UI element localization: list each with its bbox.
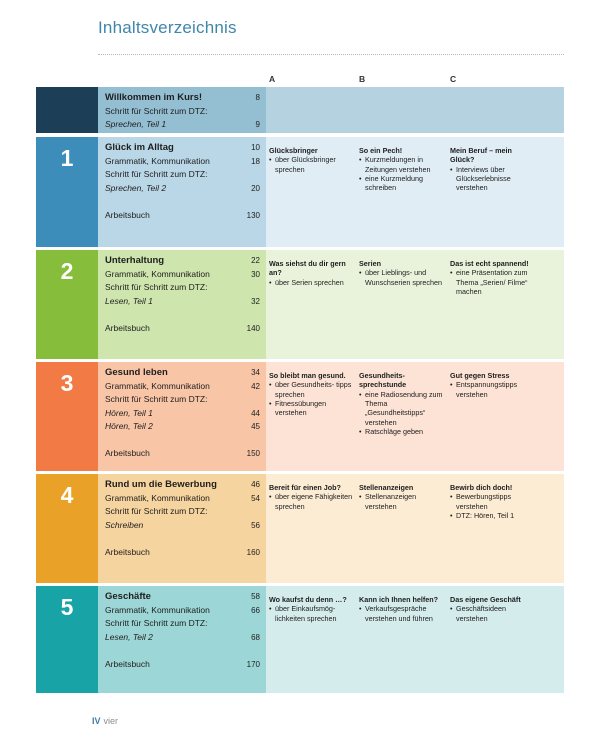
page-ref: 150 <box>246 449 260 458</box>
topic-list <box>359 268 443 287</box>
lesson-title: Rund um die Bewerbung <box>105 479 217 490</box>
page-ref: 8 <box>255 93 260 102</box>
lesson-entry: Schritt für Schritt zum DTZ: <box>105 618 208 628</box>
page-ref: 34 <box>251 368 260 377</box>
topic-item: • eine Präsentation zum Thema „Serien/ Filme“ machen <box>450 268 534 296</box>
page-ref: 66 <box>251 605 260 615</box>
lesson-entry: Arbeitsbuch <box>105 448 150 458</box>
page-ref: 42 <box>251 381 260 391</box>
topic-title: Bereit für einen Job? <box>269 483 341 492</box>
lesson-title: Gesund leben <box>105 367 168 378</box>
topic-list <box>450 604 534 623</box>
topic-item: • über Glücksbringer sprechen <box>269 155 353 174</box>
topic-title: Bewirb dich doch! <box>450 483 513 492</box>
topic-list <box>359 390 443 437</box>
topic-item: • Kurzmeldungen in Zeitungen verstehen <box>359 155 443 174</box>
topic-title: Wo kaufst du denn …? <box>269 595 347 604</box>
topic-title: Das ist echt spannend! <box>450 259 529 268</box>
topic-title: Kann ich Ihnen helfen? <box>359 595 439 604</box>
lesson-entry: Hören, Teil 2 <box>105 421 153 431</box>
topic-cell-c <box>450 259 534 296</box>
topic-cell-a <box>269 259 353 287</box>
lesson-entry: Arbeitsbuch <box>105 209 150 220</box>
topic-item: • über Lieblings- und Wunschserien sprechen <box>359 268 443 287</box>
title-divider <box>98 54 564 55</box>
lesson-entry: Arbeitsbuch <box>105 658 150 669</box>
abc-section <box>266 362 564 471</box>
topic-list <box>269 604 353 623</box>
topic-list <box>450 492 534 520</box>
topic-cell-c <box>450 146 534 193</box>
lesson-contents <box>98 362 266 471</box>
lesson-number: 5 <box>36 586 98 693</box>
lesson-entry: Schritt für Schritt zum DTZ: <box>105 282 208 292</box>
topic-cell-a <box>269 371 353 418</box>
column-header-b: B <box>359 74 366 84</box>
topic-title: Serien <box>359 259 381 268</box>
topic-title: Glücksbringer <box>269 146 318 155</box>
lesson-row <box>36 250 564 359</box>
lesson-entry: Sprechen, Teil 1 <box>105 119 167 129</box>
page-ref: 56 <box>251 520 260 530</box>
page-number: IV <box>92 716 101 726</box>
lesson-entry: Grammatik, Kommunikation <box>105 268 210 279</box>
topic-item: • über Serien sprechen <box>269 278 353 287</box>
lesson-contents <box>98 250 266 359</box>
topic-list <box>359 492 443 511</box>
lesson-row <box>36 586 564 693</box>
topic-item: • Entspannungstipps verstehen <box>450 380 534 399</box>
lesson-entry: Lesen, Teil 2 <box>105 631 153 642</box>
page-ref: 20 <box>251 183 260 193</box>
topic-item: • Interviews über Glückserlebnisse verstehen <box>450 165 534 193</box>
lesson-row <box>36 87 564 133</box>
page-ref: 10 <box>251 143 260 152</box>
topic-cell-a <box>269 146 353 174</box>
lesson-entry: Arbeitsbuch <box>105 322 150 333</box>
topic-item: • DTZ: Hören, Teil 1 <box>450 511 534 520</box>
lesson-entry: Schritt für Schritt zum DTZ: <box>105 105 208 116</box>
page-title: Inhaltsverzeichnis <box>98 18 237 37</box>
topic-item: • über Einkaufsmög- lichkeiten sprechen <box>269 604 353 623</box>
page-ref: 44 <box>251 408 260 418</box>
lesson-number: 3 <box>36 362 98 471</box>
topic-item: • eine Radiosendung zum Thema „Gesundheitstipps“ verstehen <box>359 390 443 427</box>
lesson-number: 1 <box>36 137 98 247</box>
lesson-entry: Schritt für Schritt zum DTZ: <box>105 394 208 404</box>
topic-list <box>269 155 353 174</box>
page-ref: 45 <box>251 422 260 431</box>
page-ref: 160 <box>246 547 260 557</box>
lesson-contents <box>98 474 266 583</box>
topic-list <box>359 604 443 623</box>
lesson-contents <box>98 137 266 247</box>
lesson-entry: Grammatik, Kommunikation <box>105 380 210 391</box>
lesson-entry: Grammatik, Kommunikation <box>105 604 210 615</box>
lesson-row <box>36 362 564 471</box>
abc-section <box>266 586 564 693</box>
topic-title: Gut gegen Stress <box>450 371 510 380</box>
topic-cell-b <box>359 595 443 623</box>
lesson-row <box>36 474 564 583</box>
topic-title: Was siehst du dir gern an? <box>269 259 346 278</box>
column-header-c: C <box>450 74 457 84</box>
topic-cell-b <box>359 259 443 287</box>
abc-section <box>266 137 564 247</box>
topic-cell-b <box>359 483 443 511</box>
lesson-entry: Schreiben <box>105 519 144 530</box>
abc-section <box>266 474 564 583</box>
topic-list <box>359 155 443 192</box>
topic-item: • Ratschläge geben <box>359 427 443 436</box>
lesson-number: 4 <box>36 474 98 583</box>
abc-section <box>266 250 564 359</box>
lesson-contents <box>98 87 266 133</box>
topic-cell-a <box>269 483 353 511</box>
topic-item: • Geschäftsideen verstehen <box>450 604 534 623</box>
topic-item: • über Gesundheits- tipps sprechen <box>269 380 353 399</box>
lesson-entry: Hören, Teil 1 <box>105 407 153 418</box>
topic-item: • eine Kurzmeldung schreiben <box>359 174 443 193</box>
page-ref: 32 <box>251 296 260 306</box>
topic-item: • Fitnessübungen verstehen <box>269 399 353 418</box>
lesson-title: Glück im Alltag <box>105 142 174 153</box>
lesson-entry: Lesen, Teil 1 <box>105 295 153 306</box>
page-ref: 18 <box>251 156 260 166</box>
lesson-number: 2 <box>36 250 98 359</box>
page-ref: 46 <box>251 480 260 489</box>
column-header-a: A <box>269 74 276 84</box>
page-ref: 54 <box>251 493 260 503</box>
topic-item: • über eigene Fähigkeiten sprechen <box>269 492 353 511</box>
topic-cell-a <box>269 595 353 623</box>
topic-cell-c <box>450 595 534 623</box>
lesson-entry: Schritt für Schritt zum DTZ: <box>105 169 208 179</box>
topic-list <box>269 492 353 511</box>
lesson-title: Willkommen im Kurs! <box>105 92 203 103</box>
topic-list <box>450 165 534 193</box>
page-number-word: vier <box>103 716 119 726</box>
page-ref: 130 <box>246 210 260 220</box>
lesson-title: Unterhaltung <box>105 255 165 266</box>
topic-title: Mein Beruf – mein Glück? <box>450 146 512 165</box>
lesson-title: Geschäfte <box>105 591 151 602</box>
lesson-entry: Schritt für Schritt zum DTZ: <box>105 506 208 516</box>
lesson-contents <box>98 586 266 693</box>
topic-title: Gesundheits- sprechstunde <box>359 371 407 390</box>
lesson-number <box>36 87 98 133</box>
page-ref: 58 <box>251 592 260 601</box>
page-ref: 30 <box>251 269 260 279</box>
topic-title: So bleibt man gesund. <box>269 371 346 380</box>
page-ref: 140 <box>246 323 260 333</box>
lesson-entry: Arbeitsbuch <box>105 546 150 557</box>
lesson-entry: Grammatik, Kommunikation <box>105 155 210 166</box>
abc-section <box>266 87 564 133</box>
topic-cell-b <box>359 146 443 193</box>
lesson-row <box>36 137 564 247</box>
topic-list <box>450 268 534 296</box>
topic-list <box>269 278 353 287</box>
page-ref: 68 <box>251 632 260 642</box>
page-ref: 170 <box>246 659 260 669</box>
topic-item: • Stellenanzeigen verstehen <box>359 492 443 511</box>
page-ref: 22 <box>251 256 260 265</box>
topic-title: Das eigene Geschäft <box>450 595 521 604</box>
page-footer <box>92 716 118 726</box>
topic-item: • Verkaufsgespräche verstehen und führen <box>359 604 443 623</box>
topic-list <box>269 380 353 417</box>
topic-cell-c <box>450 371 534 399</box>
page-ref: 9 <box>255 120 260 129</box>
topic-item: • Bewerbungstipps verstehen <box>450 492 534 511</box>
lesson-entry: Grammatik, Kommunikation <box>105 492 210 503</box>
topic-cell-b <box>359 371 443 437</box>
topic-cell-c <box>450 483 534 520</box>
topic-list <box>450 380 534 399</box>
topic-title: So ein Pech! <box>359 146 403 155</box>
lesson-entry: Sprechen, Teil 2 <box>105 182 167 193</box>
topic-title: Stellenanzeigen <box>359 483 414 492</box>
